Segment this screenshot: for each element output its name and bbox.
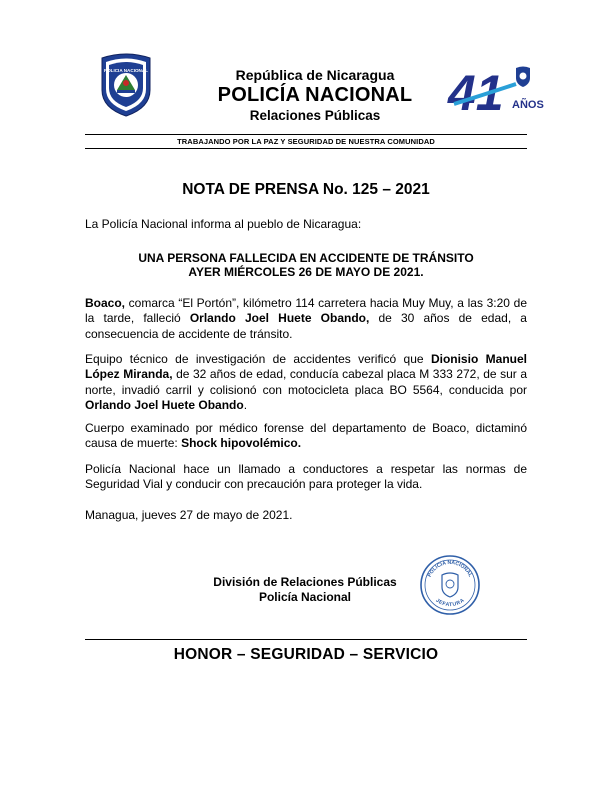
footer-rule [85,639,527,640]
paragraph-1 [85,296,527,342]
paragraph-4: Policía Nacional hace un llamado a conductores a respetar las normas de Seguridad Vial y conducir con precaución para proteger la vida. [85,462,527,492]
p1-text-1: comarca “El Portón”, kilómetro 114 carretera hacia Muy Muy, a las 3:20 de la tarde, falleció [85,296,527,326]
p2-driver-name: Dionisio Manuel López Miranda, [85,352,527,382]
paragraph-3 [85,421,527,452]
p3-cause-of-death: Shock hipovolémico. [181,436,302,451]
anniversary-word: AÑOS [512,99,544,111]
p1-text-2: de 30 años de edad, a consecuencia de accidente de tránsito. [85,311,527,341]
republic-name: República de Nicaragua [235,67,395,83]
letterhead [190,67,440,124]
organization-name: POLICÍA NACIONAL [217,84,413,106]
header-rule [85,134,527,135]
headline-line-2: AYER MIÉRCOLES 26 DE MAYO DE 2021. [188,265,424,279]
document-date: Managua, jueves 27 de mayo de 2021. [85,508,293,522]
signature-division: División de Relaciones Públicas [213,575,397,589]
footer-motto: HONOR – SEGURIDAD – SERVICIO [173,646,439,663]
headline [85,251,527,279]
intro-text: La Policía Nacional informa al pueblo de Nicaragua: [85,217,362,231]
p1-location: Boaco, [85,296,126,310]
badge-text: POLICIA NACIONAL [104,68,148,73]
document-title: NOTA DE PRENSA No. 125 – 2021 [182,181,430,198]
signature-organization: Policía Nacional [258,590,352,604]
motto-rule [85,148,527,149]
p2-text-2: de 32 años de edad, conducía cabezal placa M 333 272, de sur a norte, invadió carril y colisionó con motocicleta placa BO 5564, conducida por [85,367,527,397]
department-name: Relaciones Públicas [249,108,381,123]
paragraph-2 [85,352,527,413]
seal-top-text: POLICIA NACIONAL [426,559,474,579]
p2-victim-name: Orlando Joel Huete Obando [85,397,244,412]
seal-bottom-text: JEFATURA [434,597,466,609]
mini-badge-icon [516,67,530,88]
anniversary-41-logo [446,64,546,116]
official-seal-stamp [419,554,481,616]
signature-block [180,575,430,605]
p2-text-3: . [243,397,248,412]
anniversary-number: 41 [448,65,504,116]
police-badge-logo [98,52,154,118]
header-motto: TRABAJANDO POR LA PAZ Y SEGURIDAD DE NUESTRA COMUNIDAD [177,137,435,146]
p3-text-1: Cuerpo examinado por médico forense del departamento de Boaco, dictaminó causa de muerte: [85,421,527,451]
headline-line-1: UNA PERSONA FALLECIDA EN ACCIDENTE DE TRÁNSITO [138,251,474,265]
p2-text-1: Equipo técnico de investigación de accidentes verificó que [85,352,431,366]
p1-victim-name: Orlando Joel Huete Obando, [189,311,370,326]
